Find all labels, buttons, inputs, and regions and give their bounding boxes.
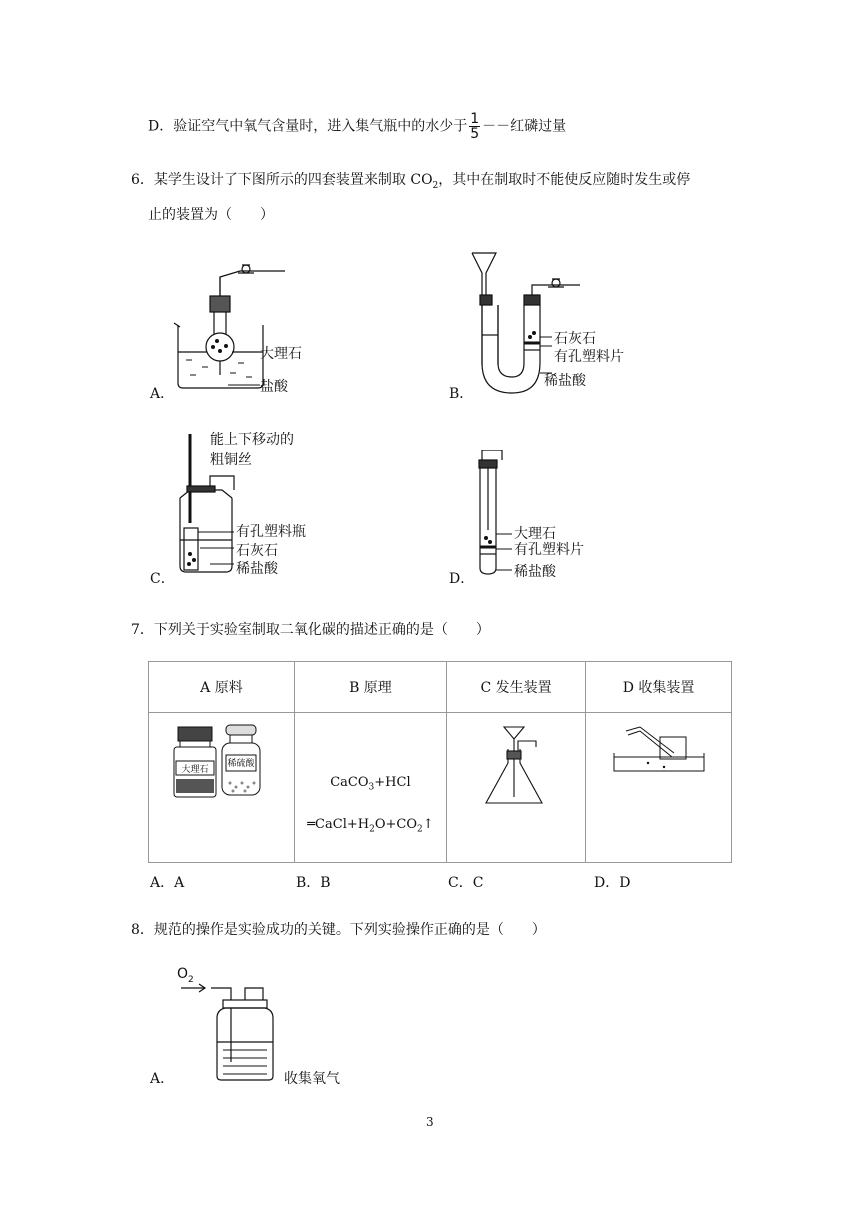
label-shihuishi-c: 石灰石: [236, 543, 278, 559]
q7-answer-b: B．B: [296, 875, 331, 891]
q5-option-d-prefix: D．验证空气中氧气含量时，进入集气瓶中的水少于: [148, 118, 468, 135]
q5-option-d-suffix: －－红磷过量: [482, 118, 567, 135]
fraction-denominator: 5: [470, 126, 480, 142]
q7-cell-b: [294, 713, 446, 863]
q8-option-a-caption: 收集氧气: [284, 1071, 340, 1087]
label-youkong-suliaopian-d: 有孔塑料片: [514, 542, 584, 558]
q6-option-b-letter: B．: [449, 386, 474, 402]
label-shihuishi: 石灰石: [554, 331, 596, 347]
label-youkong-suliaoping: 有孔塑料瓶: [236, 524, 306, 540]
gas-label-o: O: [177, 966, 189, 982]
gas-label: [177, 966, 194, 985]
eq2-tail: ↑: [422, 816, 434, 832]
eq1-tail: +HCl: [374, 775, 411, 790]
gas-label-sub: 2: [188, 975, 194, 985]
water-trough: [604, 723, 714, 793]
q6-stem-subscript: 2: [432, 180, 439, 191]
eq1-sub: 3: [368, 782, 375, 793]
q7-header-b: B 原理: [294, 662, 446, 713]
q7-header-d: D 收集装置: [586, 662, 732, 713]
q5-option-d: [148, 112, 566, 141]
bottle-label-xiliusuan: 稀硫酸: [227, 759, 255, 769]
label-yansuan: 盐酸: [260, 379, 288, 395]
q8-stem: 8．规范的操作是实验成功的关键。下列实验操作正确的是（ ）: [131, 922, 546, 938]
fraction-numerator: 1: [470, 111, 480, 127]
q6-option-a-letter: A．: [150, 386, 175, 402]
q7-stem: 7．下列关于实验室制取二氧化碳的描述正确的是（ ）: [131, 622, 490, 638]
label-cutongsi: 粗铜丝: [210, 452, 252, 468]
q7-answer-c: C．C: [448, 875, 484, 891]
q6-stem-text: 6．某学生设计了下图所示的四套装置来制取 CO: [131, 172, 433, 188]
label-xiyansuan-c: 稀盐酸: [236, 561, 278, 577]
page-number: 3: [426, 1115, 434, 1129]
q6-option-d-letter: D．: [449, 571, 475, 587]
eq2-sub2: 2: [416, 824, 423, 835]
label-dalishi-d: 大理石: [514, 526, 556, 542]
q7-answer-d: D．D: [594, 875, 631, 891]
q6-stem-tail: ，其中在制取时不能使反应随时发生或停: [438, 172, 691, 188]
equation-line2: [295, 817, 446, 835]
q7-header-c: C 发生装置: [447, 662, 586, 713]
label-dalishi: 大理石: [260, 346, 302, 362]
q6-stem-line1: [131, 171, 690, 195]
q7-table: [148, 661, 732, 863]
eq2-sub1: 2: [369, 824, 375, 835]
label-nengshangxia: 能上下移动的: [210, 432, 294, 448]
label-youkong-suliaopian: 有孔塑料片: [554, 349, 624, 365]
q6-stem-line2: 止的装置为（ ）: [148, 207, 274, 223]
q7-header-a: A 原料: [149, 662, 295, 713]
q7-cell-c: [447, 713, 586, 863]
eq1-a: CaCO: [330, 775, 369, 790]
q6-apparatus-a: [150, 255, 330, 405]
q6-apparatus-c: [170, 428, 350, 578]
reagent-bottles: [166, 721, 276, 801]
fraction: [469, 112, 480, 141]
eq2-a: ═CaCl+H: [307, 816, 370, 832]
q7-answer-a: A．A: [150, 875, 185, 891]
label-xiyansuan-d: 稀盐酸: [514, 564, 556, 580]
q6-apparatus-d: [470, 450, 610, 580]
eq2-mid: O+CO: [374, 816, 417, 832]
q8-gas-washing-bottle: [175, 962, 285, 1087]
label-xiyansuan: 稀盐酸: [544, 373, 586, 389]
equation-line1: [295, 775, 446, 793]
erlenmeyer-flask: [476, 723, 556, 813]
q7-cell-d: [586, 713, 732, 863]
q8-option-a-letter: A．: [150, 1071, 175, 1087]
q7-cell-a: [149, 713, 295, 863]
bottle-label-dalishi: 大理石: [181, 765, 209, 775]
q6-option-c-letter: C．: [150, 571, 175, 587]
q6-apparatus-b: [460, 245, 660, 405]
